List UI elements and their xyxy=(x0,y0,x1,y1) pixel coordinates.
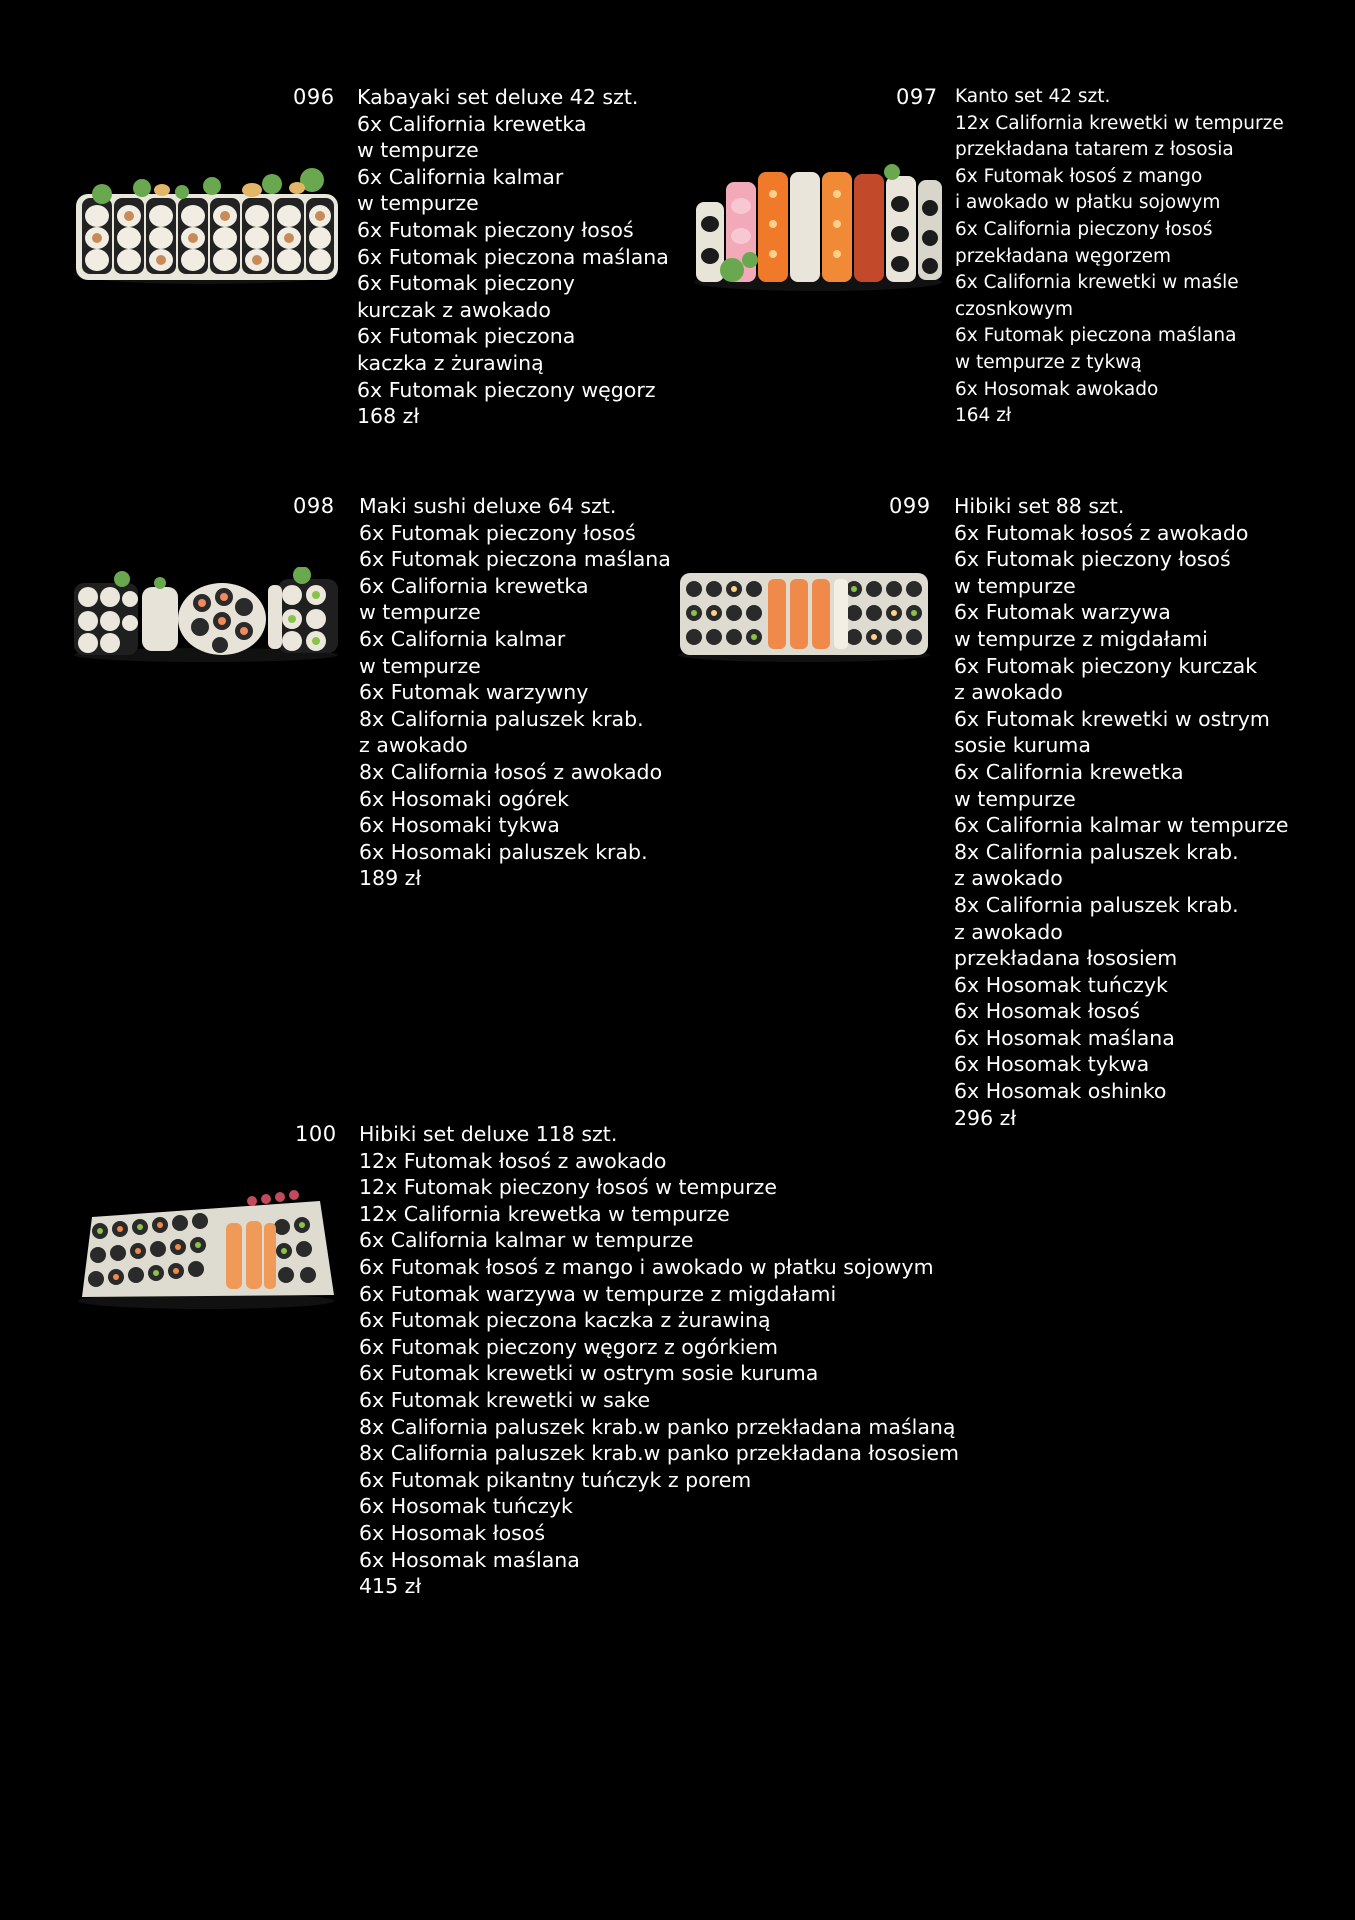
set-item: 8x California paluszek krab. xyxy=(954,839,1239,864)
set-item: 6x Hosomak tuńczyk xyxy=(954,972,1168,997)
set-item: 6x California kalmar w tempurze xyxy=(359,1228,694,1253)
set-number: 096 xyxy=(293,85,335,109)
set-item: 8x California paluszek krab.w panko przekładana maślaną xyxy=(359,1414,956,1439)
set-item: przekładana węgorzem xyxy=(955,245,1172,267)
set-item: 6x Hosomak tuńczyk xyxy=(359,1494,573,1519)
set-item: 6x Hosomak maślana xyxy=(359,1547,580,1572)
set-item: z awokado xyxy=(954,919,1063,944)
set-item: 6x Futomak pieczony węgorz xyxy=(357,377,656,402)
set-item: z awokado xyxy=(359,733,468,758)
set-number: 099 xyxy=(889,494,931,518)
set-description xyxy=(955,84,1284,430)
set-item: 6x Futomak krewetki w sake xyxy=(359,1387,651,1412)
set-item: 6x Futomak pieczony kurczak xyxy=(954,653,1258,678)
set-item: 6x Hosomaki ogórek xyxy=(359,786,570,811)
set-item: 6x Hosomak łosoś xyxy=(359,1520,546,1545)
set-item: 6x California pieczony łosoś xyxy=(955,218,1213,240)
set-item: w tempurze z tykwą xyxy=(955,351,1142,373)
set-item: 8x California łosoś z awokado xyxy=(359,759,663,784)
set-item: i awokado w płatku sojowym xyxy=(955,192,1221,214)
set-item: w tempurze xyxy=(357,138,479,163)
set-item: 6x Futomak łosoś z mango xyxy=(955,165,1203,187)
set-price: 168 zł xyxy=(357,404,420,429)
set-item: kaczka z żurawiną xyxy=(357,350,544,375)
set-item: 6x Futomak pieczona xyxy=(357,324,576,349)
set-description xyxy=(359,493,671,892)
set-item: 6x Hosomak oshinko xyxy=(954,1079,1167,1104)
set-item: 6x California kalmar xyxy=(357,164,564,189)
set-item: 6x Hosomaki paluszek krab. xyxy=(359,839,648,864)
set-item: 6x Hosomak awokado xyxy=(955,378,1159,400)
set-item: 6x Futomak warzywny xyxy=(359,680,589,705)
set-title: Maki sushi deluxe 64 szt. xyxy=(359,494,617,518)
set-item: 6x Futomak pieczony łosoś xyxy=(359,520,636,545)
set-item: 6x Futomak pieczona maślana xyxy=(359,547,671,572)
set-price: 189 zł xyxy=(359,866,422,891)
set-item: w tempurze xyxy=(359,600,481,625)
set-item: 6x Futomak warzywa xyxy=(954,600,1171,625)
set-item: 12x California krewetka w tempurze xyxy=(359,1201,730,1226)
set-item: w tempurze z migdałami xyxy=(954,626,1208,651)
set-item: 8x California paluszek krab. xyxy=(954,892,1239,917)
set-item: czosnkowym xyxy=(955,298,1074,320)
set-price: 415 zł xyxy=(359,1574,422,1599)
set-item: 6x California krewetki w maśle xyxy=(955,272,1239,294)
set-title: Kanto set 42 szt. xyxy=(955,86,1111,107)
set-price: 164 zł xyxy=(955,405,1012,427)
set-number: 100 xyxy=(295,1122,337,1146)
set-item: 8x California paluszek krab.w panko przekładana łososiem xyxy=(359,1441,959,1466)
set-item: 6x Futomak warzywa w tempurze z migdałami xyxy=(359,1281,837,1306)
set-item: 6x Futomak pieczona maślana xyxy=(357,244,669,269)
set-item: 6x California kalmar w tempurze xyxy=(954,813,1289,838)
set-number: 098 xyxy=(293,494,335,518)
set-item: w tempurze xyxy=(954,786,1076,811)
set-item: w tempurze xyxy=(954,573,1076,598)
set-item: 6x Hosomak tykwa xyxy=(954,1052,1150,1077)
set-item: 12x Futomak pieczony łosoś w tempurze xyxy=(359,1175,777,1200)
sushi-set-photo xyxy=(676,565,932,663)
set-item: w tempurze xyxy=(359,653,481,678)
set-item: 6x Futomak łosoś z mango i awokado w płatku sojowym xyxy=(359,1254,934,1279)
set-item: 6x Hosomak maślana xyxy=(954,1025,1175,1050)
set-price: 296 zł xyxy=(954,1105,1017,1130)
set-item: przekładana tatarem z łososia xyxy=(955,139,1234,161)
set-item: 8x California paluszek krab. xyxy=(359,706,644,731)
set-item: sosie kuruma xyxy=(954,733,1091,758)
set-item: kurczak z awokado xyxy=(357,297,551,322)
sushi-set-photo xyxy=(72,567,340,663)
set-item: 6x California krewetka xyxy=(954,759,1184,784)
set-item: 6x Futomak pieczony łosoś xyxy=(357,217,634,242)
set-item: 6x Hosomaki tykwa xyxy=(359,813,560,838)
set-description xyxy=(357,84,669,430)
set-title: Kabayaki set deluxe 42 szt. xyxy=(357,85,639,109)
set-item: 6x Futomak łosoś z awokado xyxy=(954,520,1249,545)
sushi-set-photo xyxy=(76,1187,336,1309)
set-item: przekładana łososiem xyxy=(954,946,1178,971)
set-description xyxy=(954,493,1289,1131)
set-item: 6x Futomak krewetki w ostrym sosie kuruma xyxy=(359,1361,819,1386)
set-item: 6x California krewetka xyxy=(357,111,587,136)
set-item: 6x Futomak krewetki w ostrym xyxy=(954,706,1270,731)
set-item: z awokado xyxy=(954,680,1063,705)
set-item: 12x California krewetki w tempurze xyxy=(955,112,1284,134)
set-item: 6x Hosomak łosoś xyxy=(954,999,1141,1024)
set-item: 6x California krewetka xyxy=(359,573,589,598)
set-title: Hibiki set 88 szt. xyxy=(954,494,1125,518)
set-number: 097 xyxy=(896,85,938,109)
set-item: 6x Futomak pieczona maślana xyxy=(955,325,1237,347)
set-item: 6x California kalmar xyxy=(359,626,566,651)
sushi-set-photo xyxy=(692,152,944,292)
set-item: 6x Futomak pieczony łosoś xyxy=(954,547,1231,572)
set-description xyxy=(359,1121,959,1600)
set-item: z awokado xyxy=(954,866,1063,891)
set-title: Hibiki set deluxe 118 szt. xyxy=(359,1122,618,1146)
set-item: 6x Futomak pieczona kaczka z żurawiną xyxy=(359,1308,771,1333)
set-item: 6x Futomak pieczony xyxy=(357,271,575,296)
set-item: 6x Futomak pieczony węgorz z ogórkiem xyxy=(359,1334,778,1359)
set-item: w tempurze xyxy=(357,191,479,216)
set-item: 12x Futomak łosoś z awokado xyxy=(359,1148,667,1173)
sushi-set-photo xyxy=(72,154,340,286)
set-item: 6x Futomak pikantny tuńczyk z porem xyxy=(359,1467,752,1492)
